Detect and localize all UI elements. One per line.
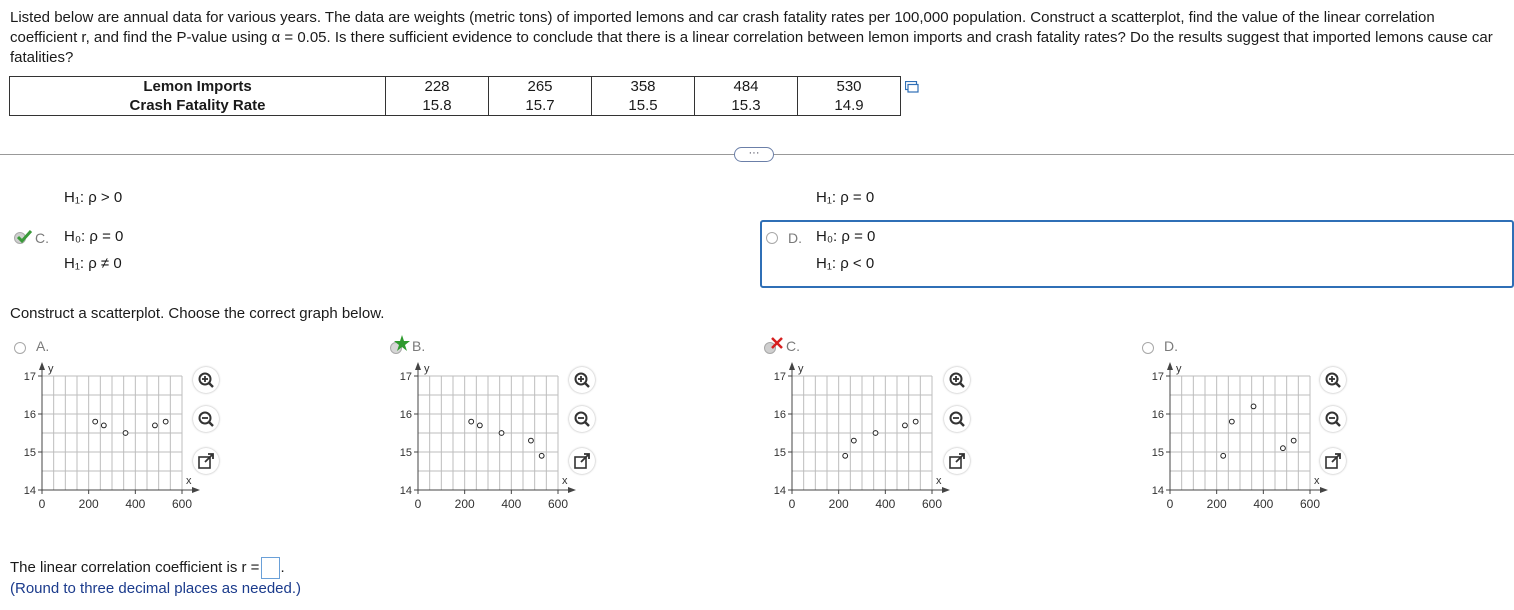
scatterplot-c [760,362,950,562]
y-tick-label: 14 [23,485,36,497]
y-tick-label: 16 [773,409,786,421]
row-label-lemon-imports: Lemon Imports [10,77,386,97]
x-axis-label: x [562,475,568,487]
popout-icon [573,452,591,470]
scatterplot-d [1138,362,1328,562]
zoom-in-icon [1324,371,1342,389]
option-c-radio[interactable] [14,230,30,246]
zoom-out-icon [948,410,966,428]
zoom-in-button[interactable] [569,367,595,393]
problem-text: Listed below are annual data for various years. The data are weights (metric tons) of imported lemons and car crash fatality rates per 100,000 population. Construct a scatterplot, find the value of the linear correlation coefficient r, and find the P-value using α = 0.05. Is there sufficient evidence to conclude that there is a linear correlation between lemon imports and crash fatality rates? Do the results suggest that imported lemons cause car fatalities? [10,9,1493,66]
y-axis-label: y [798,363,804,375]
data-point [843,453,848,458]
correlation-answer-input[interactable] [261,557,280,579]
y-tick-label: 17 [399,371,412,383]
x-tick-label: 600 [1299,497,1321,511]
popout-icon [197,452,215,470]
y-tick-label: 17 [1151,371,1164,383]
data-point [469,419,474,424]
x-tick-label: 200 [1206,497,1227,511]
zoom-out-button[interactable] [944,406,970,432]
y-tick-label: 15 [399,447,412,459]
data-point [1221,453,1226,458]
x-tick-label: 200 [828,497,849,511]
data-point [477,423,482,428]
x-tick-label: 0 [414,497,422,511]
zoom-out-button[interactable] [1320,406,1346,432]
zoom-in-button[interactable] [1320,367,1346,393]
y-axis-label: y [48,363,54,375]
expand-more-button[interactable]: ··· [734,147,774,162]
x-tick-label: 200 [78,497,99,511]
option-c-h0: H₀: ρ = 0 [64,228,124,245]
x-tick-label: 400 [1253,497,1274,511]
data-point [499,431,504,436]
option-b-right-h1: H₁: ρ = 0 [816,189,875,206]
data-point [913,419,918,424]
graph-b-letter: B. [412,338,426,354]
data-point [851,438,856,443]
data-point [1291,438,1296,443]
checkmark-icon [17,230,33,244]
option-c-letter: C. [35,230,49,246]
y-tick-label: 16 [23,409,36,421]
x-axis-arrow [942,487,950,493]
y-tick-label: 14 [1151,485,1164,497]
scatterplot-b [386,362,576,562]
scatterplot-prompt: Construct a scatterplot. Choose the correct graph below. [10,305,385,322]
y-axis-arrow [789,362,795,370]
y-axis-arrow [415,362,421,370]
y-tick-label: 15 [23,447,36,459]
x-axis-label: x [186,475,192,487]
table-cell: 15.3 [695,96,798,116]
table-cell: 530 [798,77,901,97]
x-tick-label: 0 [38,497,46,511]
x-axis-arrow [1320,487,1328,493]
graph-a-letter: A. [36,338,50,354]
y-axis-arrow [39,362,45,370]
popout-icon [1324,452,1342,470]
y-tick-label: 14 [773,485,786,497]
option-d-h0: H₀: ρ = 0 [816,228,876,245]
graph-d-radio[interactable] [1142,342,1154,354]
x-tick-label: 400 [125,497,146,511]
option-d-radio[interactable] [766,232,778,244]
x-tick-label: 600 [547,497,569,511]
table-cell: 14.9 [798,96,901,116]
zoom-out-button[interactable] [193,406,219,432]
data-point [539,453,544,458]
star-icon [394,335,410,351]
correlation-prompt-line: The linear correlation coefficient is r = . [10,557,285,579]
y-tick-label: 16 [399,409,412,421]
y-axis-arrow [1167,362,1173,370]
x-tick-label: 600 [171,497,193,511]
zoom-in-icon [573,371,591,389]
table-cell: 484 [695,77,798,97]
data-point [153,423,158,428]
table-cell: 15.8 [386,96,489,116]
y-tick-label: 17 [773,371,786,383]
zoom-in-button[interactable] [193,367,219,393]
data-point [529,438,534,443]
graph-a-radio[interactable] [14,342,26,354]
table-cell: 15.5 [592,96,695,116]
table-cell: 358 [592,77,695,97]
option-d-letter: D. [788,230,802,246]
x-tick-label: 0 [1166,497,1174,511]
table-cell: 265 [489,77,592,97]
zoom-in-icon [948,371,966,389]
data-point [903,423,908,428]
row-label-crash-fatality-rate: Crash Fatality Rate [10,96,386,116]
x-tick-label: 400 [875,497,896,511]
table-cell: 15.7 [489,96,592,116]
popout-button[interactable] [944,448,970,474]
correlation-prompt: The linear correlation coefficient is r = [10,558,260,576]
data-point [873,431,878,436]
data-point [93,419,98,424]
data-point [123,431,128,436]
graph-d-letter: D. [1164,338,1178,354]
zoom-out-icon [1324,410,1342,428]
y-tick-label: 15 [773,447,786,459]
data-point [163,419,168,424]
data-point [1251,404,1256,409]
y-tick-label: 17 [23,371,36,383]
option-c-h1: H₁: ρ ≠ 0 [64,255,122,272]
x-axis-label: x [1314,475,1320,487]
data-table [9,76,901,116]
option-b-h1: H₁: ρ > 0 [64,189,123,206]
graph-c-letter: C. [786,338,800,354]
x-tick-label: 400 [501,497,522,511]
popout-button[interactable] [1320,448,1346,474]
y-tick-label: 14 [399,485,412,497]
x-axis-arrow [192,487,200,493]
data-point [101,423,106,428]
y-axis-label: y [1176,363,1182,375]
popout-icon [948,452,966,470]
cross-icon [770,336,784,350]
x-tick-label: 600 [921,497,943,511]
x-axis-label: x [936,475,942,487]
zoom-out-button[interactable] [569,406,595,432]
zoom-out-icon [573,410,591,428]
table-cell: 228 [386,77,489,97]
copy-data-icon[interactable] [905,81,919,93]
zoom-in-icon [197,371,215,389]
data-point [1229,419,1234,424]
scatterplot-a [10,362,200,562]
popout-button[interactable] [193,448,219,474]
x-tick-label: 200 [454,497,475,511]
rounding-note: (Round to three decimal places as needed.) [10,580,302,597]
option-d-h1: H₁: ρ < 0 [816,255,875,272]
x-tick-label: 0 [788,497,796,511]
zoom-out-icon [197,410,215,428]
y-tick-label: 15 [1151,447,1164,459]
popout-button[interactable] [569,448,595,474]
x-axis-arrow [568,487,576,493]
zoom-in-button[interactable] [944,367,970,393]
data-point [1281,446,1286,451]
y-axis-label: y [424,363,430,375]
y-tick-label: 16 [1151,409,1164,421]
